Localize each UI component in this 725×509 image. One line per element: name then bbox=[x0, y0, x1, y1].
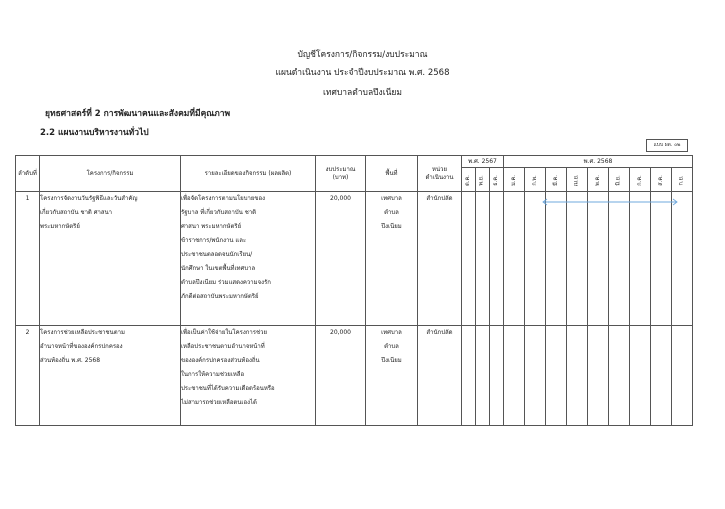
row-number: 2 bbox=[16, 326, 40, 426]
month-cell bbox=[490, 192, 504, 326]
month-cell bbox=[525, 192, 546, 326]
col-header-budget bbox=[316, 156, 366, 192]
col-header-no: ลำดับที่ bbox=[16, 156, 40, 192]
responsible-unit: สำนักปลัด bbox=[418, 192, 462, 326]
title-line-3: เทศบาลตำบลปึงเนียม bbox=[322, 88, 403, 98]
month-cell bbox=[588, 326, 609, 426]
plan-heading: 2.2 แผนงานบริหารงานทั่วไป bbox=[40, 128, 149, 138]
budget-amount: 20,000 bbox=[316, 192, 366, 326]
month-header: ม.ค. bbox=[504, 168, 525, 192]
year-2567-header: พ.ศ. 2567 bbox=[462, 156, 504, 168]
responsible-unit: สำนักปลัด bbox=[418, 326, 462, 426]
month-cell bbox=[567, 192, 588, 326]
area-name: เทศบาล ตำบล ปึงเนียม bbox=[366, 326, 418, 426]
month-cell bbox=[630, 326, 651, 426]
strategy-heading: ยุทธศาสตร์ที่ 2 การพัฒนาคนและสังคมที่มีคุณภาพ bbox=[45, 109, 231, 119]
project-name: โครงการจัดงานวันรัฐพิธีและวันสำคัญ เกี่ยวกับสถาบัน ชาติ ศาสนา พระมหากษัตริย์ bbox=[40, 192, 181, 326]
month-cell bbox=[490, 326, 504, 426]
month-cell bbox=[609, 326, 630, 426]
area-name: เทศบาล ตำบล ปึงเนียม bbox=[366, 192, 418, 326]
activity-detail: เพื่อจัดโครงการตามนโยบายของ รัฐบาล ที่เกี่ยวกับสถาบัน ชาติ ศาสนา พระมหากษัตริย์ ข้าราชการ/พนักงาน และ ประชาชนตลอดจนนักเรียน/ นักศึกษา ในเขตพื้นที่เทศบาล ตำบลปึงเนียม ร่วมแสดงความจงรัก ภักดีต่อสถาบันพระมหากษัตริย์ bbox=[181, 192, 316, 326]
month-header: มี.ค. bbox=[546, 168, 567, 192]
month-header: ธ.ค. bbox=[490, 168, 504, 192]
col-header-area: พื้นที่ bbox=[366, 156, 418, 192]
schedule-arrow-icon bbox=[541, 198, 679, 206]
row-number: 1 bbox=[16, 192, 40, 326]
month-header: เม.ย. bbox=[567, 168, 588, 192]
month-header: ก.ย. bbox=[672, 168, 693, 192]
budget-amount: 20,000 bbox=[316, 326, 366, 426]
month-header: พ.ค. bbox=[588, 168, 609, 192]
project-name: โครงการช่วยเหลือประชาชนตาม อำนาจหน้าที่ขององค์กรปกครอง ส่วนท้องถิ่น พ.ศ. 2568 bbox=[40, 326, 181, 426]
title-line-1: บัญชีโครงการ/กิจกรรม/งบประมาณ bbox=[297, 50, 428, 60]
month-cell bbox=[672, 192, 693, 326]
budget-header-line1: งบประมาณ bbox=[325, 166, 356, 173]
col-header-detail: รายละเอียดของกิจกรรม (ผลผลิต) bbox=[181, 156, 316, 192]
month-cell bbox=[476, 192, 490, 326]
year-2568-header: พ.ศ. 2568 bbox=[504, 156, 693, 168]
budget-header-line2: (บาท) bbox=[332, 173, 349, 181]
month-cell bbox=[651, 326, 672, 426]
month-cell bbox=[476, 326, 490, 426]
month-header: ส.ค. bbox=[651, 168, 672, 192]
unit-header-line2: ดำเนินงาน bbox=[425, 173, 454, 181]
month-cell bbox=[588, 192, 609, 326]
col-header-project: โครงการ/กิจกรรม bbox=[40, 156, 181, 192]
month-cell bbox=[546, 192, 567, 326]
month-cell bbox=[546, 326, 567, 426]
month-header: ต.ค. bbox=[462, 168, 476, 192]
month-cell bbox=[462, 192, 476, 326]
month-header: พ.ย. bbox=[476, 168, 490, 192]
title-line-2: แผนดำเนินงาน ประจำปีงบประมาณ พ.ศ. 2568 bbox=[275, 68, 450, 78]
month-cell bbox=[567, 326, 588, 426]
month-header: ก.พ. bbox=[525, 168, 546, 192]
project-table bbox=[15, 155, 693, 426]
month-cell bbox=[525, 326, 546, 426]
month-cell bbox=[504, 192, 525, 326]
month-cell bbox=[672, 326, 693, 426]
month-header: มิ.ย. bbox=[609, 168, 630, 192]
month-cell bbox=[609, 192, 630, 326]
form-code-label: แบบ ผด. ๐๒ bbox=[646, 139, 688, 152]
month-header: ก.ค. bbox=[630, 168, 651, 192]
month-cell bbox=[630, 192, 651, 326]
unit-header-line1: หน่วย bbox=[432, 166, 447, 173]
activity-detail: เพื่อเป็นค่าใช้จ่ายในโครงการช่วย เหลือประชาชนตามอำนาจหน้าที่ ขององค์กรปกครองส่วนท้องถิ่น ในการให้ความช่วยเหลือ ประชาชนที่ได้รับความเดือดร้อนหรือ ไม่สามารถช่วยเหลือตนเองได้ bbox=[181, 326, 316, 426]
month-cell bbox=[462, 326, 476, 426]
month-cell bbox=[651, 192, 672, 326]
table-row bbox=[16, 326, 693, 426]
table-row bbox=[16, 192, 693, 326]
month-cell bbox=[504, 326, 525, 426]
col-header-unit bbox=[418, 156, 462, 192]
